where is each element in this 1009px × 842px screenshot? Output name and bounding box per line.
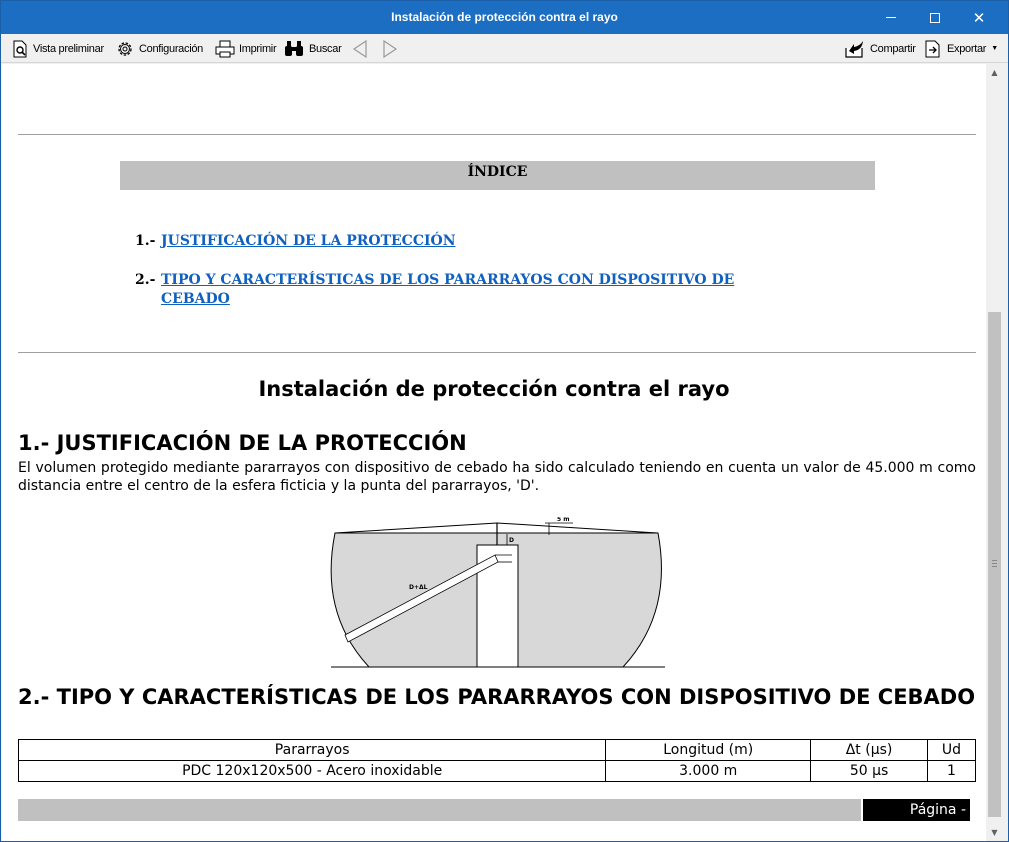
printer-icon bbox=[215, 40, 235, 58]
back-arrow-icon[interactable] bbox=[351, 39, 369, 59]
preview-icon bbox=[11, 40, 29, 58]
label-d-delta: D+ΔL bbox=[409, 584, 428, 591]
close-button[interactable] bbox=[957, 1, 1001, 34]
index-item-number: 1.- bbox=[135, 233, 156, 249]
scroll-down-icon[interactable]: ▼ bbox=[991, 828, 998, 837]
page-number-label: Página - bbox=[863, 799, 970, 821]
config-label: Configuración bbox=[139, 42, 203, 55]
table-cell: PDC 120x120x500 - Acero inoxidable bbox=[19, 761, 606, 782]
table-row bbox=[19, 761, 976, 782]
vertical-scrollbar[interactable] bbox=[986, 64, 1003, 841]
column-header: Δt (µs) bbox=[811, 740, 928, 761]
maximize-icon bbox=[930, 13, 940, 23]
table-cell: 50 µs bbox=[811, 761, 928, 782]
section-1-body: El volumen protegido mediante pararrayos con dispositivo de cebado ha sido calculado teniendo en cuenta un valor de 45.000 m como distancia entre el centro de la esfera ficticia y la punta del pararrayos, 'D'. bbox=[18, 460, 976, 494]
chevron-down-icon[interactable]: ▼ bbox=[991, 45, 998, 52]
label-d: D bbox=[509, 537, 514, 544]
binoculars-icon bbox=[283, 40, 305, 58]
export-label: Exportar bbox=[947, 42, 987, 55]
search-button[interactable] bbox=[283, 38, 341, 59]
document-title: Instalación de protección contra el rayo bbox=[258, 377, 730, 401]
title-bar[interactable] bbox=[1, 1, 1008, 34]
scroll-up-icon[interactable]: ▲ bbox=[991, 68, 998, 77]
export-icon bbox=[923, 39, 943, 59]
column-header: Longitud (m) bbox=[606, 740, 811, 761]
divider bbox=[18, 134, 976, 135]
table-cell: 3.000 m bbox=[606, 761, 811, 782]
section-2-heading: 2.- TIPO Y CARACTERÍSTICAS DE LOS PARARRAYOS CON DISPOSITIVO DE CEBADO bbox=[18, 685, 976, 709]
share-icon bbox=[844, 39, 866, 59]
export-button[interactable] bbox=[923, 38, 998, 59]
index-item-number: 2.- bbox=[135, 272, 156, 288]
report-content[interactable] bbox=[2, 64, 986, 841]
minimize-icon bbox=[886, 17, 896, 18]
table-header-row bbox=[19, 740, 976, 761]
index-item-2[interactable] bbox=[135, 271, 795, 309]
window-title: Instalación de protección contra el rayo bbox=[391, 10, 618, 24]
column-header: Pararrayos bbox=[19, 740, 606, 761]
table-cell: 1 bbox=[928, 761, 976, 782]
forward-arrow-icon[interactable] bbox=[381, 39, 399, 59]
search-label: Buscar bbox=[309, 42, 342, 55]
preview-button[interactable] bbox=[11, 38, 104, 59]
divider bbox=[18, 352, 976, 353]
section-1-heading: 1.- JUSTIFICACIÓN DE LA PROTECCIÓN bbox=[18, 431, 467, 455]
page-footer-band bbox=[18, 799, 861, 821]
label-5m: 5 m bbox=[557, 517, 570, 523]
gear-icon bbox=[115, 39, 135, 59]
index-link-tipo-pararrayos[interactable]: TIPO Y CARACTERÍSTICAS DE LOS PARARRAYOS CON DISPOSITIVO DE CEBADO bbox=[161, 272, 735, 307]
lightning-rod-table bbox=[18, 739, 976, 782]
index-heading: ÍNDICE bbox=[120, 161, 875, 190]
index-link-justificacion[interactable]: JUSTIFICACIÓN DE LA PROTECCIÓN bbox=[161, 233, 456, 249]
preview-label: Vista preliminar bbox=[33, 42, 104, 55]
toolbar bbox=[1, 34, 1008, 63]
column-header: Ud bbox=[928, 740, 976, 761]
share-label: Compartir bbox=[870, 42, 916, 55]
maximize-button[interactable] bbox=[913, 1, 957, 34]
print-label: Imprimir bbox=[239, 42, 277, 55]
index-item-1[interactable] bbox=[135, 232, 456, 251]
protection-volume-diagram bbox=[327, 517, 672, 672]
scrollbar-thumb[interactable] bbox=[988, 312, 1001, 817]
print-button[interactable] bbox=[215, 38, 276, 59]
config-button[interactable] bbox=[115, 38, 203, 59]
close-icon: ✕ bbox=[972, 8, 986, 27]
share-button[interactable] bbox=[844, 38, 916, 59]
minimize-button[interactable] bbox=[869, 1, 913, 34]
